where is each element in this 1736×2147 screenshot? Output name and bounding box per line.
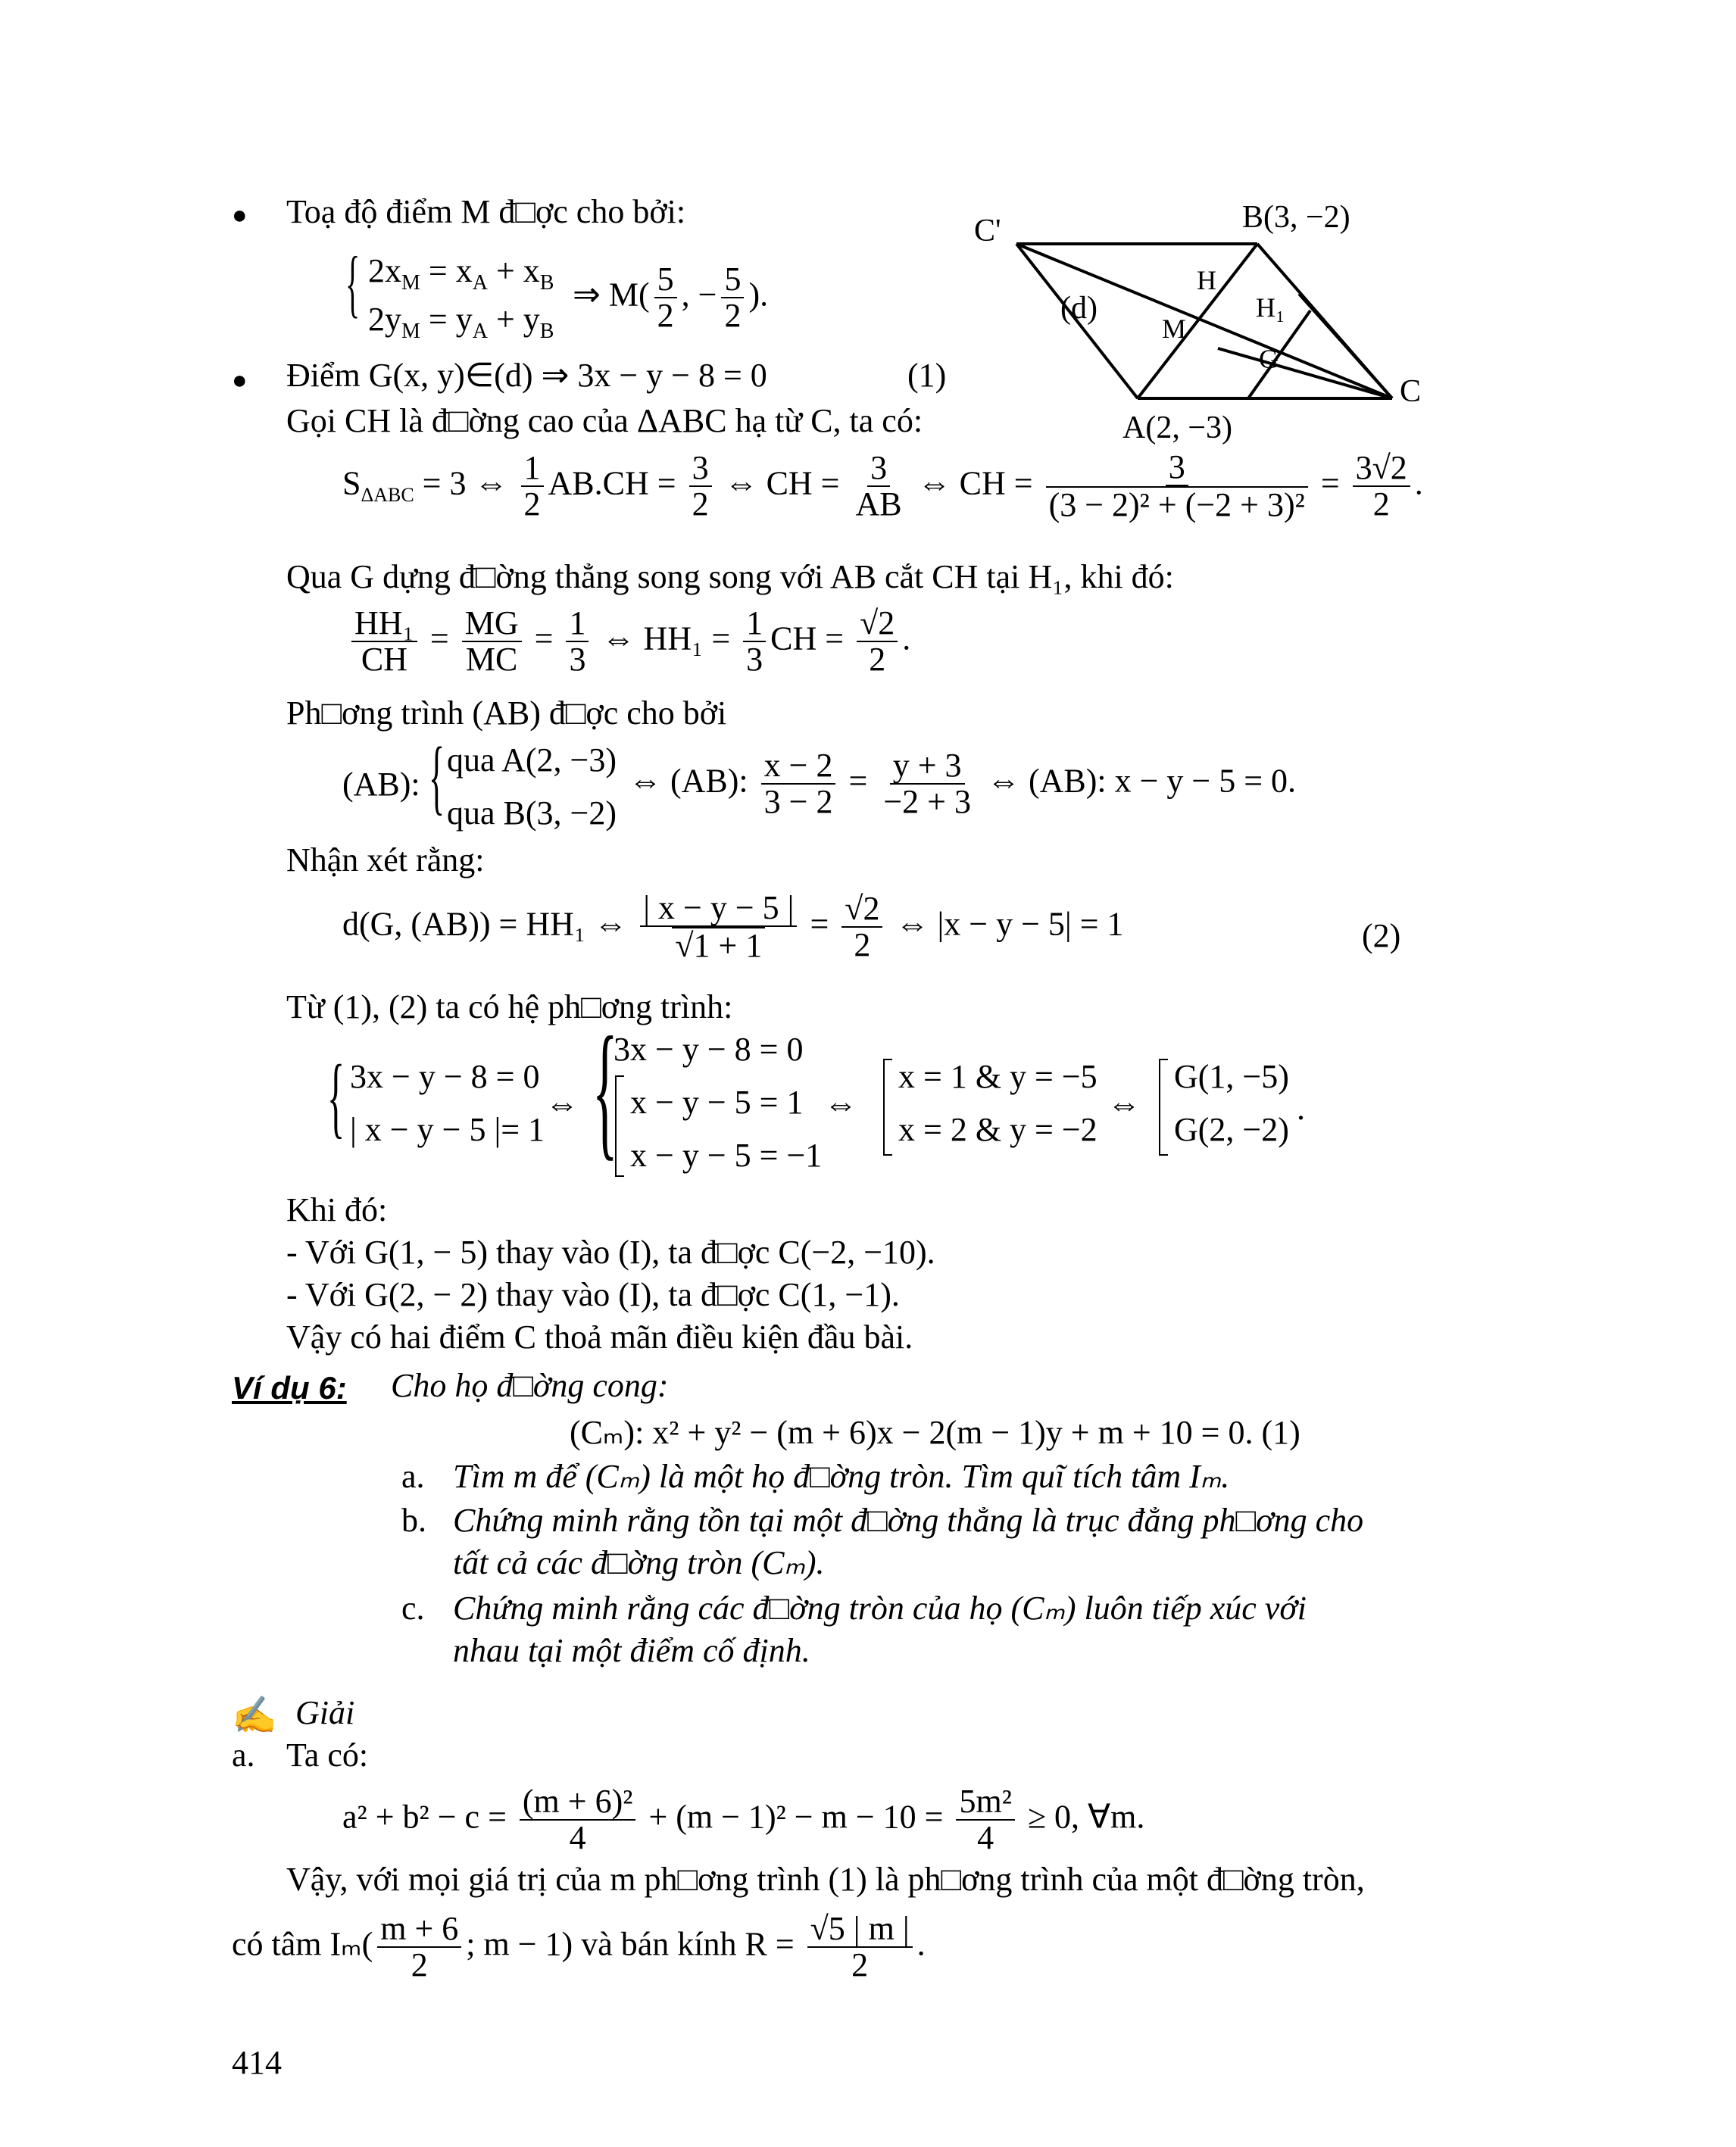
list-item: Chứng minh rằng tồn tại một đ□ờng thẳng là trục đẳng ph□ơng cho [453,1502,1364,1539]
equivalence-symbol: ⇔ [1107,1085,1141,1122]
equation-number: (1) [907,357,947,394]
equation-line: x − y − 5 = 1 [630,1084,804,1121]
list-marker: a. [232,1737,255,1774]
text-line: Ta có: [286,1737,369,1774]
equation-line: qua B(3, −2) [447,794,617,832]
equation-line: $\frac{\text{HH₁}}{CH}$ = $\frac{MG}{MC}$ = $\frac{1}{3}$ ⇔ HH₁ = $\frac{1}{3}$ CH = $\frac{√2}{2}$ . [347,606,910,677]
text-line: Khi đó: [286,1191,388,1228]
bracket [1159,1059,1168,1156]
text-line: Toạ độ điểm M đ□ợc cho bởi: [286,193,686,230]
list-item: tất cả các đ□ờng tròn (Cₘ). [453,1544,825,1581]
pencil-icon: ✍ [232,1696,277,1736]
brace: { [592,1006,618,1174]
label-a: A(2, −3) [1122,410,1232,445]
equivalence-symbol: ⇔ [545,1085,579,1122]
text-line: Điểm G(x, y)∈(d) ⇒ 3x − y − 8 = 0 [286,357,767,394]
equation-line: | x − y − 5 |= 1 [350,1111,545,1148]
equation-number: (2) [1362,917,1401,954]
equation-line: $S_{\Delta ABC} = 3$ ⇔ $\frac{1}{2}$ AB.CH = $\frac{3}{2}$ ⇔ CH = $\frac{3}{AB}$ ⇔ CH = $\frac{3}{\text{(3 − 2)² + (−2 + 3)²}}$ = $\frac{3√2}{2}$ . [342,448,1423,524]
label-g: G [1259,344,1279,374]
list-item: Chứng minh rằng các đ□ờng tròn của họ (Cₘ) luôn tiếp xúc với [453,1590,1307,1627]
segment-ch [1299,294,1392,398]
equation-line: qua A(2, −3) [447,741,617,779]
brace: { [327,1046,345,1147]
bracket [883,1059,892,1156]
equation-result: ⇒ M( $\frac{5}{2}$ , − $\frac{5}{2}$ ). [573,261,769,335]
example-label: Ví dụ 6: [232,1370,347,1406]
equation-line: x − y − 5 = −1 [630,1137,823,1174]
bullet: ● [232,201,248,229]
equation-line: ⇔ (AB): $\frac{x - 2}{3 - 2}$ = $\frac{y + 3}{-2 + 3}$ ⇔ (AB): x − y − 5 = 0. [629,747,1297,821]
text-line: Qua G dựng đ□ờng thẳng song song với AB cắt CH tại H₁, khi đó: [286,558,1174,595]
equation-line: G(1, −5) [1174,1058,1289,1095]
equation-line: G(2, −2) [1174,1111,1289,1148]
list-item: Tìm m để (Cₘ) là một họ đ□ờng tròn. Tìm quĩ tích tâm Iₘ. [453,1458,1230,1495]
equation-line: (Cₘ): x² + y² − (m + 6)x − 2(m − 1)y + m + 10 = 0. (1) [570,1414,1300,1451]
list-marker: c. [401,1590,425,1627]
equation-line: $2y_M = y_A + y_B$ [368,301,554,343]
label-b: B(3, −2) [1242,200,1350,235]
bullet: ● [232,367,248,395]
equation-line: $2x_M = x_A + x_B$ [368,252,554,295]
equation-line: có tâm Iₘ( $\frac{m + 6}{2}$ ; m − 1) và bán kính R = $\frac{√5 | m |}{2}$ . [232,1910,926,1984]
list-item: - Với G(2, − 2) thay vào (I), ta đ□ợc C(1, −1). [286,1276,900,1313]
list-marker: a. [401,1458,425,1495]
label-m: M [1162,314,1187,344]
equation-line: a² + b² − c = $\frac{\text{(m + 6)²}}{4}$ + (m − 1)² − m − 10 = $\frac{\text{5m²}}{4}$ ≥ 0, ∀m. [342,1783,1145,1857]
example-title: Cho họ đ□ờng cong: [391,1367,669,1404]
equation-line: 3x − y − 8 = 0 [614,1031,804,1068]
list-item: nhau tại một điểm cố định. [453,1632,810,1669]
text-line: Nhận xét rằng: [286,841,485,878]
brace: { [345,241,361,325]
page-number: 414 [232,2044,282,2081]
text-line: Từ (1), (2) ta có hệ ph□ơng trình: [286,988,733,1025]
label-d: (d) [1060,291,1097,326]
label-c: C [1400,374,1422,409]
text-line: Vậy có hai điểm C thoả mãn điều kiện đầu bài. [286,1318,913,1356]
solution-heading: Giải [295,1694,355,1731]
segment-cg [1218,348,1392,398]
equation-line: 3x − y − 8 = 0 [350,1058,540,1095]
text-line: Gọi CH là đ□ờng cao của ΔABC hạ từ C, ta có: [286,402,923,439]
equation-line: x = 1 & y = −5 [898,1058,1097,1095]
equation-line: x = 2 & y = −2 [898,1111,1097,1148]
segment-g-parallel [1248,311,1310,398]
geometry-figure [962,189,1477,447]
label-h1: H₁ [1256,292,1285,323]
punctuation: . [1297,1090,1305,1127]
list-item: - Với G(1, − 5) thay vào (I), ta đ□ợc C(−2, −10). [286,1234,935,1271]
equivalence-symbol: ⇔ [824,1085,857,1122]
bracket [615,1075,624,1177]
label-c-prime: C' [974,214,1001,248]
brace: { [429,730,445,822]
equation-line: d(G, (AB)) = HH₁ ⇔ $\frac{| x - y - 5 |}{√1 + 1}$ = $\frac{√2}{2}$ ⇔ |x − y − 5| = 1 [342,889,1124,965]
equation-label: (AB): [342,766,420,803]
list-marker: b. [401,1502,426,1539]
text-line: Ph□ơng trình (AB) đ□ợc cho bởi [286,694,727,732]
label-h: H [1197,265,1216,295]
text-line: Vậy, với mọi giá trị của m ph□ơng trình (1) là ph□ơng trình của một đ□ờng tròn, [286,1861,1365,1898]
